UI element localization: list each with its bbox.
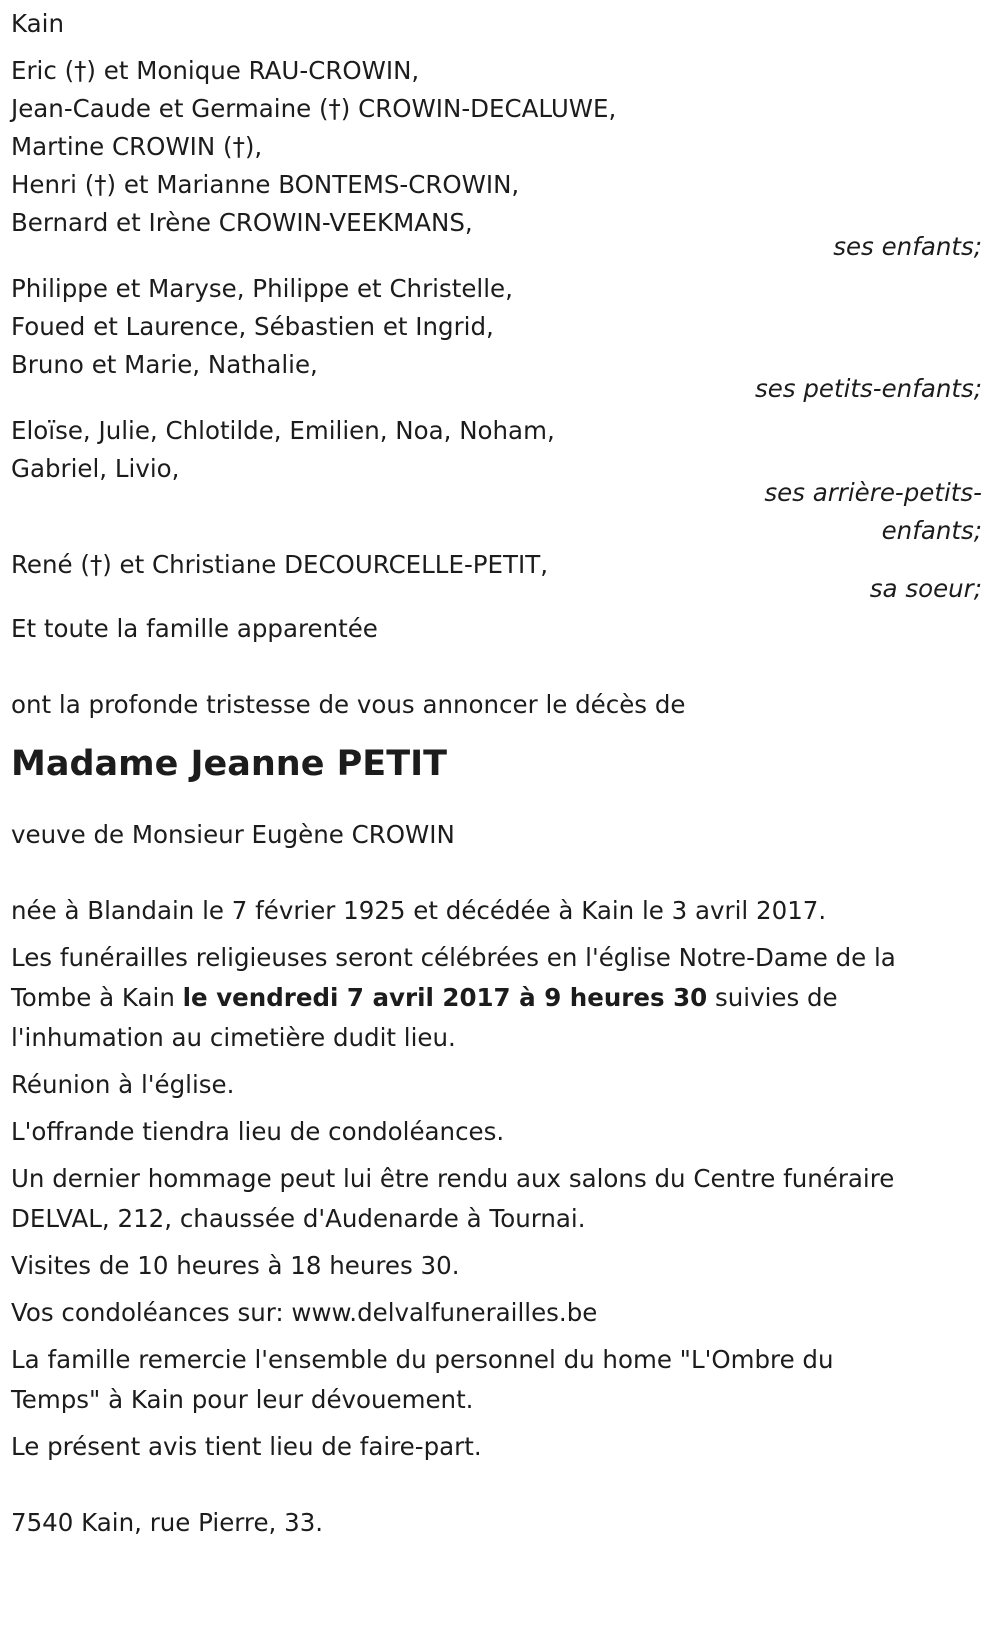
address-line: 7540 Kain, rue Pierre, 33.	[11, 1508, 324, 1537]
funeral-outro: suivies de l'inhumation au cimetière dudit lieu.	[11, 983, 838, 1052]
deceased-dates: née à Blandain le 7 février 1925 et décédée à Kain le 3 avril 2017.	[11, 896, 827, 925]
great-grandchildren-role: ses arrière-petits-	[764, 478, 982, 507]
great-grandchildren-role: enfants;	[881, 516, 982, 545]
obituary-notice	[11, 4, 988, 1543]
sister-section	[11, 545, 988, 609]
header-city: Kain	[11, 9, 64, 38]
visits-paragraph: Visites de 10 heures à 18 heures 30.	[11, 1251, 460, 1280]
deceased-name: Madame Jeanne PETIT	[11, 744, 447, 784]
children-line: Bernard et Irène CROWIN-VEEKMANS,	[11, 208, 473, 237]
grandchildren-line: Philippe et Maryse, Philippe et Christelle,	[11, 274, 513, 303]
children-role: ses enfants;	[833, 232, 982, 261]
thanks-paragraph: La famille remercie l'ensemble du personnel du home "L'Ombre du Temps" à Kain pour leur dévouement.	[11, 1345, 834, 1414]
grandchildren-line: Bruno et Marie, Nathalie,	[11, 350, 318, 379]
great-grandchildren-line: Eloïse, Julie, Chlotilde, Emilien, Noa, Noham,	[11, 416, 555, 445]
children-line: Jean-Caude et Germaine (†) CROWIN-DECALUWE,	[11, 94, 617, 123]
funeral-paragraph	[11, 938, 971, 1058]
great-grandchildren-line: Gabriel, Livio,	[11, 454, 180, 483]
sister-line: René (†) et Christiane DECOURCELLE-PETIT,	[11, 550, 548, 579]
announcement-text: ont la profonde tristesse de vous annoncer le décès de	[11, 690, 686, 719]
notice-paragraph: Le présent avis tient lieu de faire-part.	[11, 1432, 482, 1461]
funeral-intro: Les funérailles religieuses seront célébrées en l'église Notre-Dame de la Tombe à Kain	[11, 943, 896, 1012]
children-line: Eric (†) et Monique RAU-CROWIN,	[11, 56, 420, 85]
funeral-datetime: le vendredi 7 avril 2017 à 9 heures 30	[182, 983, 708, 1012]
deceased-spouse: veuve de Monsieur Eugène CROWIN	[11, 820, 455, 849]
children-section	[11, 51, 988, 267]
grandchildren-role: ses petits-enfants;	[754, 374, 982, 403]
tribute-paragraph: Un dernier hommage peut lui être rendu aux salons du Centre funéraire DELVAL, 212, chaussée d'Audenarde à Tournai.	[11, 1164, 895, 1233]
offering-paragraph: L'offrande tiendra lieu de condoléances.	[11, 1117, 505, 1146]
family-line: Et toute la famille apparentée	[11, 614, 378, 643]
grandchildren-section	[11, 269, 988, 409]
grandchildren-line: Foued et Laurence, Sébastien et Ingrid,	[11, 312, 494, 341]
condolences-paragraph: Vos condoléances sur: www.delvalfunerailles.be	[11, 1298, 598, 1327]
children-line: Martine CROWIN (†),	[11, 132, 263, 161]
meeting-paragraph: Réunion à l'église.	[11, 1070, 235, 1099]
sister-role: sa soeur;	[869, 574, 982, 603]
children-line: Henri (†) et Marianne BONTEMS-CROWIN,	[11, 170, 520, 199]
great-grandchildren-section	[11, 411, 988, 551]
